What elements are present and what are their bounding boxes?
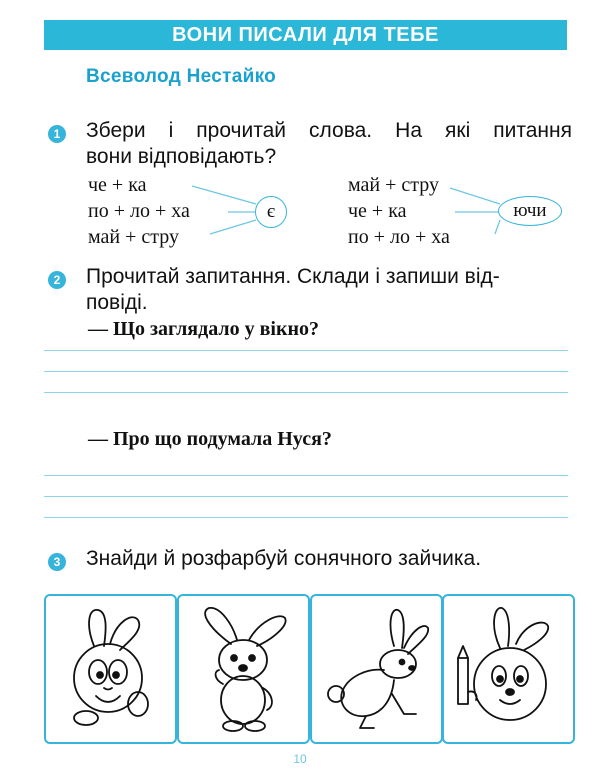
task1-instruction-line1: Збери і прочитай слова. На які питання [86,119,572,142]
answer-line [44,371,568,372]
answer-line [44,517,568,518]
task1-instruction-line2: вони відповідають? [86,145,277,168]
left-syllables-1: че + ка [88,174,147,196]
answer-line [44,496,568,497]
answer-line [44,392,568,393]
section-banner: ВОНИ ПИСАЛИ ДЛЯ ТЕБЕ [44,20,567,50]
author-name: Всеволод Нестайко [86,66,277,87]
answer-line [44,475,568,476]
page-number: 10 [293,752,307,766]
question-1: — Що заглядало у вікно? [88,318,320,340]
round-bunny-icon [46,596,175,742]
question-2: — Про що подумала Нуся? [88,428,332,450]
task1-number-badge: 1 [48,125,66,143]
bunny-card-1[interactable] [44,594,177,744]
bunny-card-4[interactable] [442,594,575,744]
running-bunny-icon [312,596,441,742]
task3-number-badge: 3 [48,553,66,571]
left-syllables-3: май + стру [88,226,179,248]
task2-instruction-line1: Прочитай запитання. Склади і запиши від- [86,265,500,288]
task2-instruction-line2: повіді. [86,291,148,314]
answer-line [44,350,568,351]
ending-oval-right: ючи [498,196,562,226]
bunny-card-2[interactable] [177,594,310,744]
left-syllables-2: по + ло + ха [88,200,190,222]
task3-instruction: Знайди й розфарбуй сонячного зайчика. [86,547,482,570]
ending-oval-left: є [255,196,287,228]
task2-number-badge: 2 [48,271,66,289]
bunny-with-pencil-icon [444,596,573,742]
bunny-card-3[interactable] [310,594,443,744]
right-syllables-2: че + ка [348,200,407,222]
fluffy-bunny-icon [179,596,308,742]
right-syllables-1: май + стру [348,174,439,196]
right-syllables-3: по + ло + ха [348,226,450,248]
